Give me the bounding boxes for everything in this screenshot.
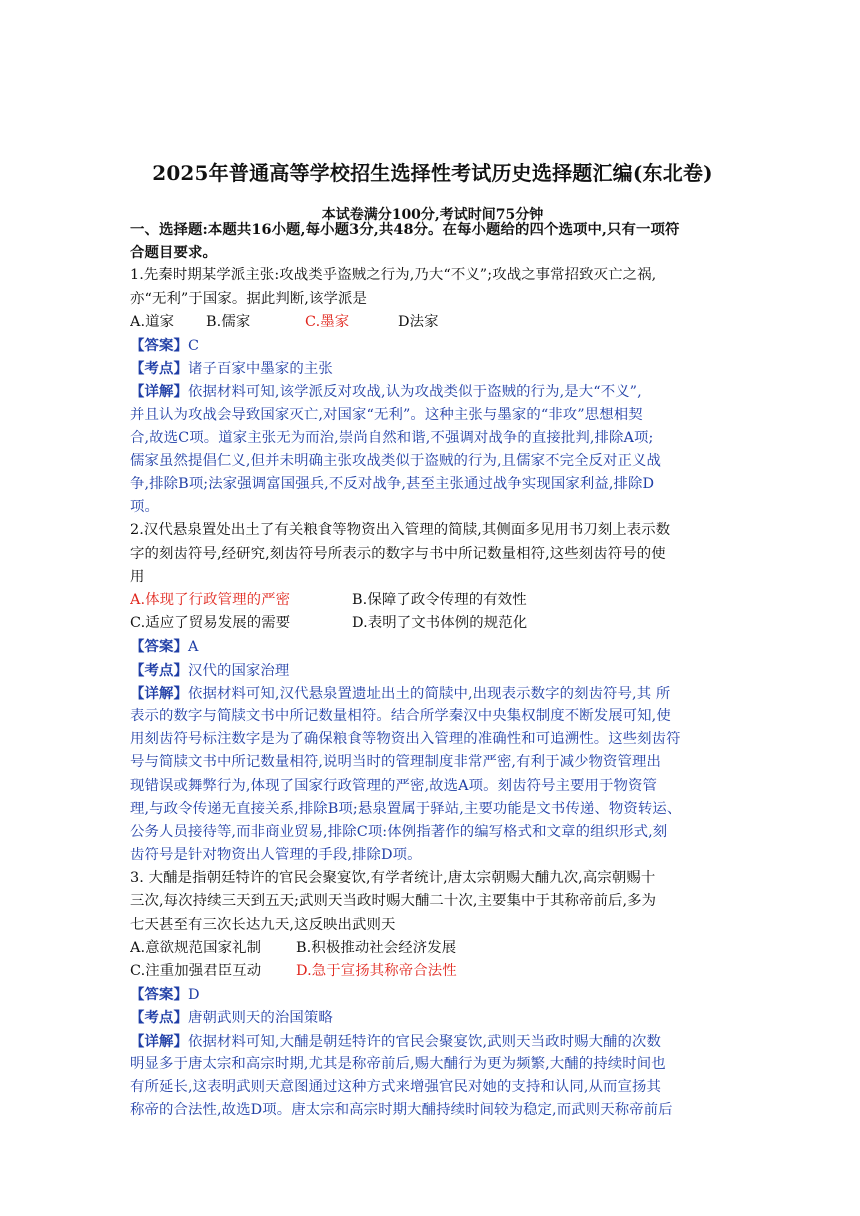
q2-detail-line: 用刻齿符号标注数字是为了确保粮食等物资出入管理的准确性和可追溯性。这些刻齿符 <box>130 731 681 748</box>
q3-kaodian <box>130 1006 735 1029</box>
q2-option-a: A.体现了行政管理的严密 <box>130 592 291 608</box>
q2-detail-line: 现错误或舞弊行为,体现了国家行政管理的严密,故选A项。刻齿符号主要用于物资管 <box>130 777 658 794</box>
q3-option-b: B.积极推动社会经济发展 <box>296 939 457 956</box>
q1-option-a: A.道家 <box>130 313 175 330</box>
q1-answer <box>130 334 735 357</box>
q1-stem-line: 1.先秦时期某学派主张:攻战类乎盗贼之行为,乃大“不义”;攻战之事常招致灭亡之祸, <box>130 267 657 284</box>
q3-kaodian-value: 唐朝武则天的治国策略 <box>187 1010 333 1027</box>
q2-detail-line: 【详解】依据材料可知,汉代悬泉置遗址出土的简牍中,出现表示数字的刻齿符号,其 所 <box>130 684 671 702</box>
q2-option-d: D.表明了文书体例的规范化 <box>352 615 528 632</box>
xiangjie-label: 【详解】 <box>130 684 188 702</box>
q3-options-row <box>130 960 735 983</box>
answer-label: 【答案】 <box>130 638 188 656</box>
document-title: 2025年普通高等学校招生选择性考试历史选择题汇编(东北卷) <box>152 161 713 185</box>
q1-kaodian-value: 诸子百家中墨家的主张 <box>187 361 333 378</box>
q3-answer <box>130 983 735 1006</box>
q3-options-row <box>130 937 735 960</box>
q3-stem-line: 三次,每次持续三天到五天;武则天当政时赐大酺二十次,主要集中于其称帝前后,多为 <box>130 893 657 910</box>
q2-option-b: B.保障了政令传理的有效性 <box>352 592 527 608</box>
q3-detail-line: 称帝的合法性,故选D项。唐太宗和高宗时期大酺持续时间较为稳定,而武则天称帝前后 <box>130 1102 673 1119</box>
q3-option-a: A.意欲规范国家礼制 <box>130 939 262 956</box>
q3-detail-line: 有所延长,这表明武则天意图通过这种方式来增强官民对她的支持和认同,从而宣扬其 <box>130 1078 662 1095</box>
q2-detail-line: 齿符号是针对物资出人管理的手段,排除D项。 <box>130 847 422 864</box>
section-header-line: 一、选择题:本题共16小题,每小题3分,共48分。在每小题给的四个选项中,只有一项符 <box>130 221 680 238</box>
q2-detail-line: 公务人员接待等,而非商业贸易,排除C项:体例指著作的编写格式和文章的组织形式,刻 <box>130 823 668 840</box>
q2-detail-line: 理,与政令传递无直接关系,排除B项;悬泉置属于驿站,主要功能是文书传递、物资转运、 <box>130 800 682 817</box>
q1-option-b: B.儒家 <box>206 313 251 330</box>
q1-detail-line: 合,故选C项。道家主张无为而治,崇尚自然和谐,不强调对战争的直接批判,排除A项; <box>130 429 654 446</box>
q1-option-d: D法家 <box>398 313 439 330</box>
q3-stem-line: 3. 大酺是指朝廷特许的官民会聚宴饮,有学者统计,唐太宗朝赐大酺九次,高宗朝赐十 <box>130 870 656 887</box>
q1-kaodian <box>130 357 735 380</box>
q1-detail-line: 儒家虽然提倡仁义,但并未明确主张攻战类似于盗贼的行为,且儒家不完全反对正义战 <box>130 452 662 469</box>
q2-kaodian <box>130 659 735 682</box>
q3-option-c: C.注重加强君臣互动 <box>130 963 262 979</box>
q1-detail-line: 项。 <box>130 499 159 516</box>
q2-answer <box>130 635 735 658</box>
q1-detail-line: 争,排除B项;法家强调富国强兵,不反对战争,甚至主张通过战争实现国家利益,排除D <box>130 476 655 493</box>
section-header-line: 合题目要求。 <box>130 244 217 262</box>
q3-answer-value: D <box>187 987 200 1004</box>
q2-options-row <box>130 612 735 635</box>
q2-detail-line: 号与简牍文书中所记数量相符,说明当时的管理制度非常严密,有利于减少物资管理出 <box>130 754 662 771</box>
q2-stem-line: 用 <box>130 568 145 585</box>
q1-detail-line: 并且认为攻战会导致国家灭亡,对国家“无利”。这种主张与墨家的“非攻”思想相契 <box>130 406 643 423</box>
kaodian-label: 【考点】 <box>130 661 188 679</box>
q1-option-c: C.墨家 <box>305 313 350 330</box>
q3-detail-line: 明显多于唐太宗和高宗时期,尤其是称帝前后,赐大酺行为更为频繁,大酺的持续时间也 <box>130 1055 666 1072</box>
document-subtitle: 本试卷满分100分,考试时间75分钟 <box>321 207 544 223</box>
answer-label: 【答案】 <box>130 986 188 1004</box>
q2-option-c: C.适应了贸易发展的需要 <box>130 615 291 632</box>
answer-label: 【答案】 <box>130 336 188 354</box>
q2-detail-line: 表示的数字与简牍文书中所记数量相符。结合所学秦汉中央集权制度不断发展可知,使 <box>130 707 671 724</box>
xiangjie-label: 【详解】 <box>130 383 188 401</box>
kaodian-label: 【考点】 <box>130 1009 188 1027</box>
q2-kaodian-value: 汉代的国家治理 <box>187 662 290 679</box>
q2-stem-line: 字的刻齿符号,经研究,刻齿符号所表示的数字与书中所记数量相符,这些刻齿符号的使 <box>130 545 666 562</box>
q1-options <box>130 311 735 334</box>
q3-option-d: D.急于宣扬其称帝合法性 <box>296 963 457 979</box>
kaodian-label: 【考点】 <box>130 360 188 378</box>
q2-answer-value: A <box>187 639 199 656</box>
document-body <box>130 218 735 1122</box>
q1-stem-line: 亦“无利”于国家。据此判断,该学派是 <box>130 290 367 307</box>
xiangjie-label: 【详解】 <box>130 1032 188 1050</box>
q3-stem-line: 七天甚至有三次长达九天,这反映出武则天 <box>130 916 396 933</box>
q2-stem-line: 2.汉代悬泉置处出土了有关粮食等物资出入管理的简牍,其侧面多见用书刀刻上表示数 <box>130 522 671 539</box>
q1-answer-value: C <box>187 337 200 354</box>
q2-options-row <box>130 589 735 612</box>
q3-detail-line: 【详解】依据材料可知,大酺是朝廷特许的官民会聚宴饮,武则天当政时赐大酺的次数 <box>130 1032 662 1050</box>
q1-detail-line: 【详解】依据材料可知,该学派反对攻战,认为攻战类似于盗贼的行为,是大“不义”, <box>130 383 642 401</box>
